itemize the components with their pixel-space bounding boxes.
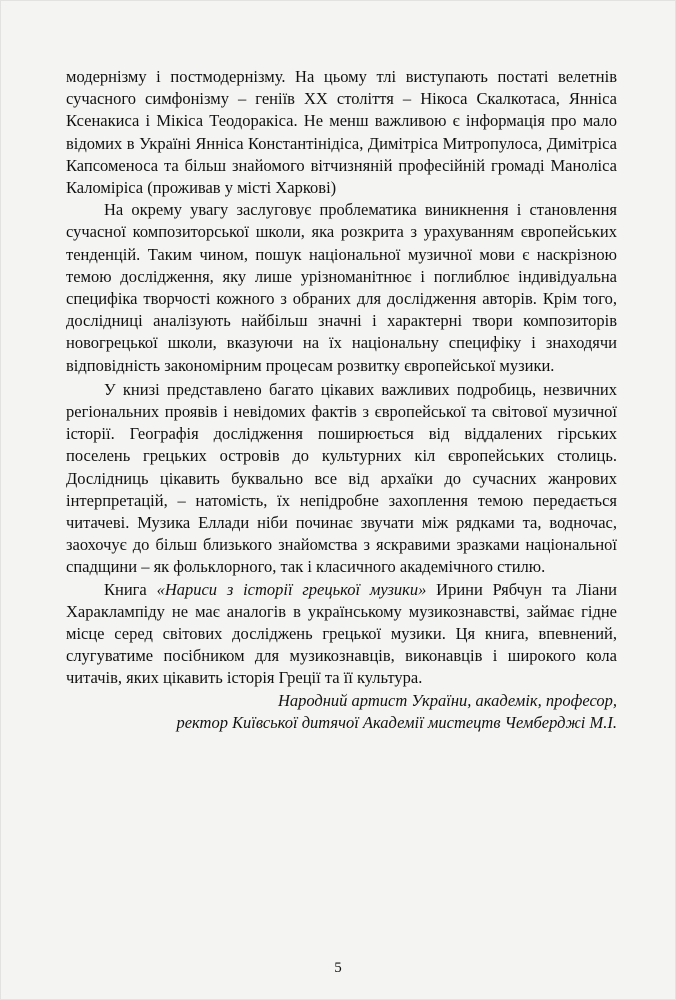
paragraph-4 — [66, 579, 617, 690]
signature-line-2: ректор Київської дитячої Академії мистецтв Чемберджі М.І. — [176, 712, 617, 732]
paragraph-3: У книзі представлено багато цікавих важливих подробиць, незвичних регіональних проявів і невідомих фактів з європейської та світової музичної історії. Географія дослідження поширюється від віддалених гірських поселень грецьких островів до культурних кіл європейських столиць. Дослідниць цікавить буквально все від архаїки до сучасних жанрових інтерпретацій, – натомість, їх непідробне захоплення темою передається читачеві. Музика Еллади ніби починає звучати між рядками та, водночас, заохочує до більш близького знайомства з яскравими зразками національної спадщини – як фольклорного, так і класичного академічного стилю. — [66, 379, 617, 577]
paragraph-4-prefix: Книга — [104, 579, 157, 599]
paragraph-4-suffix: Ирини Рябчун та Ліани Хараклампіду не має аналогів в українському музикознавстві, займає гідне місце серед світових досліджень грецької музики. Ця книга, впевнений, слугуватиме посібником для музикознавців, виконавців і широкого кола читачів, яких цікавить історія Греції та її культура. — [66, 579, 617, 688]
signature — [66, 690, 617, 734]
page-number: 5 — [334, 960, 342, 976]
paragraph-2: На окрему увагу заслуговує проблематика виникнення і становлення сучасної композиторської школи, яка розкрита з урахуванням європейських тенденцій. Таким чином, пошук національної музичної мови є наскрізною темою дослідження, яку лише урізноманітнює і поглиблює індивідуальна специфіка творчості кожного з обраних для дослідження авторів. Крім того, дослідниці аналізують найбільш значні і характерні твори композиторів новогрецької школи, вказуючи на їх національну специфіку і знаходячи відповідність закономірним процесам розвитку європейської музики. — [66, 200, 617, 375]
signature-line-1: Народний артист України, академік, професор, — [277, 690, 617, 710]
body-text — [66, 66, 617, 734]
book-title: «Нариси з історії грецької музики» — [156, 579, 427, 599]
paragraph-1: модернізму і постмодернізму. На цьому тлі виступають постаті велетнів сучасного симфонізму – геніїв XX століття – Нікоса Скалкотаса, Янніса Ксенакиса і Мікіса Теодоракіса. Не менш важливою є інформація про мало відомих в Україні Янніса Константінідіса, Димітріса Митропулоса, Димітріса Капсоменоса та більш знайомого вітчизняній професійній громаді Маноліса Каломіріса (проживав у місті Харкові) — [66, 67, 617, 198]
